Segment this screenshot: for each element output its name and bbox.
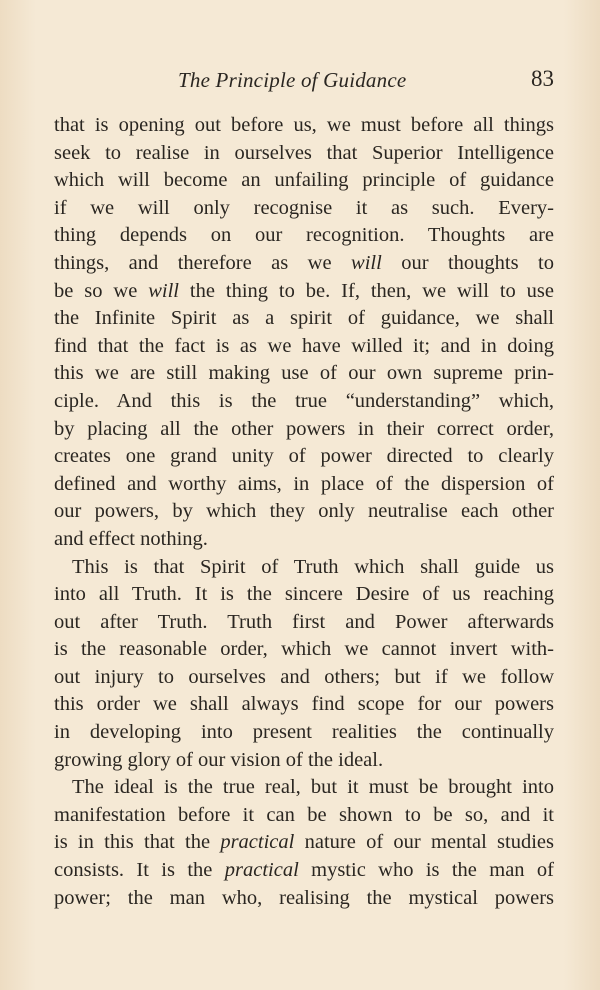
text-line: seek to realise in ourselves that Superior Intelligence: [54, 141, 554, 164]
text-line: this we are still making use of our own supreme prin-: [54, 362, 554, 385]
text-line: growing glory of our vision of the ideal.: [54, 748, 384, 771]
text-line: is in this that the practical nature of our mental studies: [54, 831, 554, 854]
text-line: is the reasonable order, which we cannot invert with-: [54, 638, 554, 661]
text-line: manifestation before it can be shown to be so, and it: [54, 803, 554, 826]
text-line: in developing into present realities the continually: [54, 721, 554, 744]
text-line: defined and worthy aims, in place of the dispersion of: [54, 472, 554, 495]
text-line: things, and therefore as we will our thoughts to: [54, 251, 554, 274]
text-line: find that the fact is as we have willed it; and in doing: [54, 334, 554, 357]
body-text: [54, 112, 554, 912]
text-line: ciple. And this is the true “understanding” which,: [54, 389, 554, 412]
text-line: power; the man who, realising the mystical powers: [54, 886, 554, 909]
text-line: This is that Spirit of Truth which shall guide us: [72, 555, 554, 578]
text-line: be so we will the thing to be. If, then, we will to use: [54, 279, 554, 302]
paragraph: [54, 554, 554, 775]
text-line: which will become an unfailing principle of guidance: [54, 169, 554, 192]
text-line: thing depends on our recognition. Thoughts are: [54, 224, 554, 247]
text-line: out after Truth. Truth first and Power afterwards: [54, 610, 554, 633]
page-header: [0, 64, 600, 96]
text-line: The ideal is the true real, but it must be brought into: [72, 776, 554, 799]
text-line: if we will only recognise it as such. Every-: [54, 196, 554, 219]
text-line: our powers, by which they only neutralise each other: [54, 500, 554, 523]
text-line: by placing all the other powers in their correct order,: [54, 417, 554, 440]
text-line: creates one grand unity of power directed to clearly: [54, 445, 554, 468]
text-line: into all Truth. It is the sincere Desire of us reaching: [54, 583, 554, 606]
emphasis: practical: [224, 859, 299, 882]
paragraph: [54, 112, 554, 554]
page-number: 83: [531, 66, 554, 91]
text-line: consists. It is the practical mystic who is the man of: [54, 859, 554, 882]
paragraph: [54, 774, 554, 912]
text-line: and effect nothing.: [54, 527, 208, 550]
emphasis: will: [148, 279, 179, 302]
running-head: The Principle of Guidance: [178, 68, 407, 92]
text-line: out injury to ourselves and others; but if we follow: [54, 665, 554, 688]
text-line: the Infinite Spirit as a spirit of guidance, we shall: [54, 307, 554, 330]
text-line: that is opening out before us, we must before all things: [54, 114, 554, 136]
emphasis: practical: [220, 831, 295, 854]
emphasis: will: [351, 251, 382, 274]
text-line: this order we shall always find scope for our powers: [54, 693, 554, 716]
